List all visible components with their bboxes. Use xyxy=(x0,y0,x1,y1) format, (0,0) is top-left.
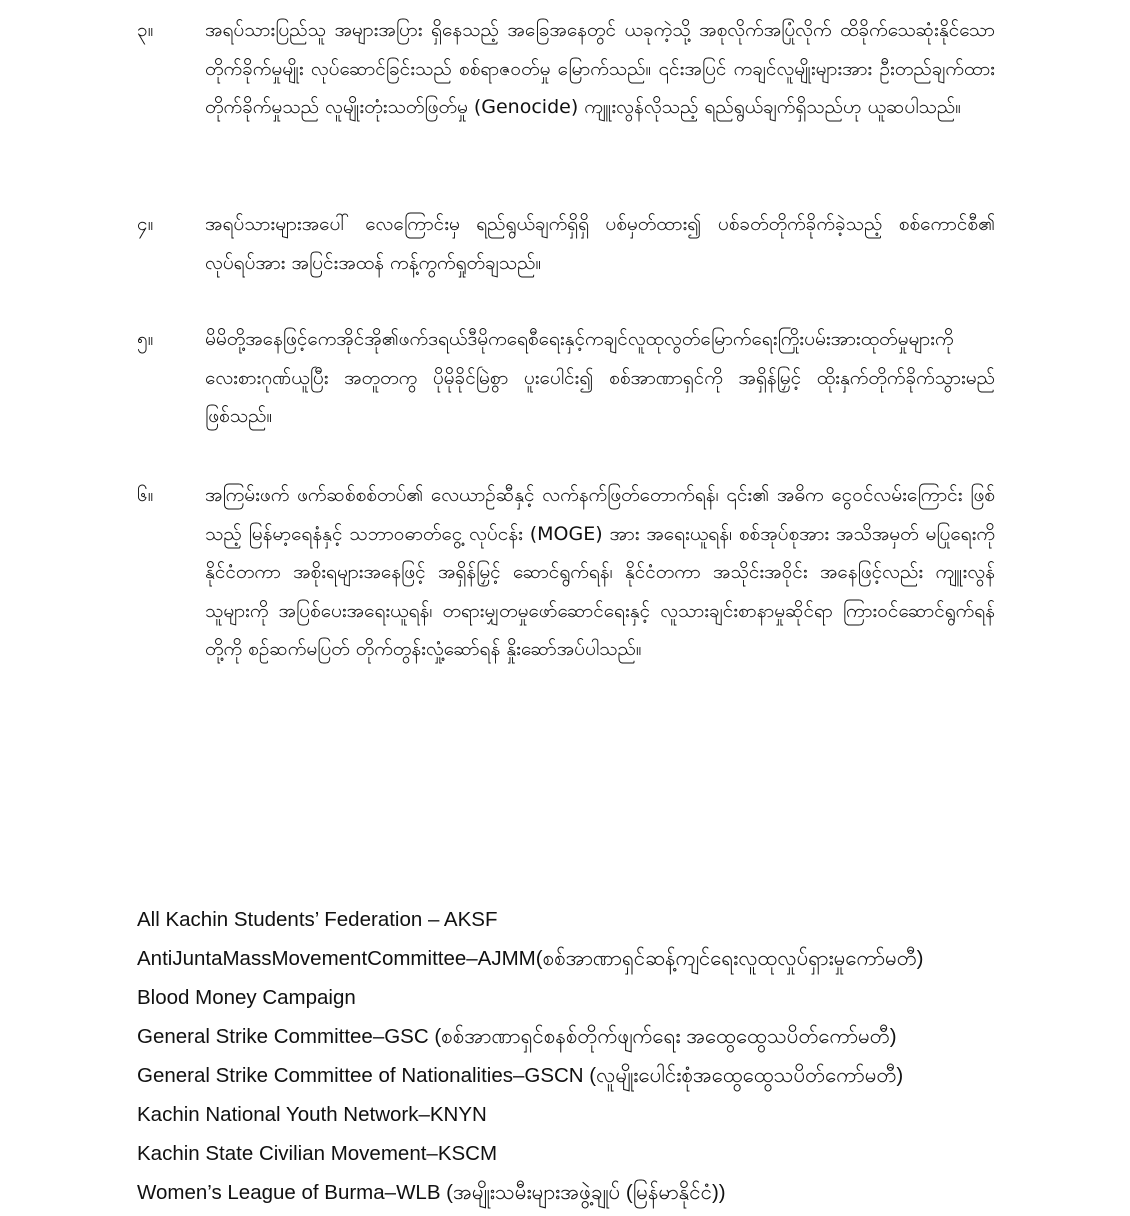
signatory-gsc: General Strike Committee–GSC (စစ်အာဏာရှင်စနစ်တိုက်ဖျက်ရေး အထွေထွေသပိတ်ကော်မတီ) xyxy=(137,1025,897,1048)
signatory-kscm: Kachin State Civilian Movement–KSCM xyxy=(137,1142,498,1165)
paragraph-text: အကြမ်းဖက် ဖက်ဆစ်စစ်တပ်၏ လေယာဉ်ဆီနှင့် လက်နက်ဖြတ်တောက်ရန်၊ ၎င်း၏ အဓိက ငွေဝင်လမ်းကြောင်း ဖြစ်သည့် မြန်မာ့ရေနံနှင့် သဘာဝဓာတ်ငွေ့ လုပ်ငန်း (MOGE) အား အရေးယူရန်၊ စစ်အုပ်စုအား အသိအမှတ် မပြုရေးကို နိုင်ငံတကာ အစိုးရများအနေဖြင့် အရှိန်မြှင့် ဆောင်ရွက်ရန်၊ နိုင်ငံတကာ အသိုင်းအဝိုင်း အနေဖြင့်လည်း ကျူးလွန်သူများကို အပြစ်ပေးအရေးယူရန်၊ တရားမျှတမှုဖော်ဆောင်ရေးနှင့် လူသားချင်းစာနာမှုဆိုင်ရာ ကြားဝင်ဆောင်ရွက်ရန်တို့ကို စဉ်ဆက်မပြတ် တိုက်တွန်းလှုံ့ဆော်ရန် နှိုးဆော်အပ်ပါသည်။ xyxy=(205,484,995,660)
paragraph-text: မိမိတို့အနေဖြင့်ကေအိုင်အို၏ဖက်ဒရယ်ဒီမိုကရေစီရေးနှင့်ကချင်လူထုလွတ်မြောက်ရေးကြိုးပမ်းအားထုတ်မှုများကို လေးစားဂုဏ်ယူပြီး အတူတကွ ပိုမိုခိုင်မြဲစွာ ပူးပေါင်း၍ စစ်အာဏာရှင်ကို အရှိန်မြှင့် ထိုးနှက်တိုက်ခိုက်သွားမည်ဖြစ်သည်။ xyxy=(205,328,995,427)
paragraph-4 xyxy=(137,205,995,282)
signatory-wlb: Women’s League of Burma–WLB (အမျိုးသမီးများအဖွဲ့ချုပ် (မြန်မာနိုင်ငံ)) xyxy=(137,1181,726,1204)
paragraph-text: အရပ်သားများအပေါ် လေကြောင်းမှ ရည်ရွယ်ချက်ရှိရှိ ပစ်မှတ်ထား၍ ပစ်ခတ်တိုက်ခိုက်ခဲ့သည့် စစ်ကောင်စီ၏ လုပ်ရပ်အား အပြင်းအထန် ကန့်ကွက်ရှုတ်ချသည်။ xyxy=(205,213,995,274)
signatory-gscn: General Strike Committee of Nationalities–GSCN (လူမျိုးပေါင်းစုံအထွေထွေသပိတ်ကော်မတီ) xyxy=(137,1064,904,1087)
signatory-knyn: Kachin National Youth Network–KNYN xyxy=(137,1103,487,1126)
paragraph-number: ၆။ xyxy=(137,484,154,506)
paragraph-3 xyxy=(137,11,995,127)
signatory-list xyxy=(137,900,1017,1212)
signatory-ajmm: AntiJuntaMassMovementCommittee–AJMM(စစ်အာဏာရှင်ဆန့်ကျင်ရေးလူထုလှုပ်ရှားမှုကော်မတီ) xyxy=(137,947,924,970)
paragraph-number: ၃။ xyxy=(137,19,154,41)
signatory-blood-money-campaign: Blood Money Campaign xyxy=(137,986,356,1009)
paragraph-text: အရပ်သားပြည်သူ အများအပြား ရှိနေသည့် အခြေအနေတွင် ယခုကဲ့သို့ အစုလိုက်အပြုံလိုက် ထိခိုက်သေဆုံးနိုင်သော တိုက်ခိုက်မှုမျိုး လုပ်ဆောင်ခြင်းသည် စစ်ရာဇဝတ်မှု မြောက်သည်။ ၎င်းအပြင် ကချင်လူမျိုးများအား ဦးတည်ချက်ထားတိုက်ခိုက်မှုသည် လူမျိုးတုံးသတ်ဖြတ်မှု (Genocide) ကျူးလွန်လိုသည့် ရည်ရွယ်ချက်ရှိသည်ဟု ယူဆပါသည်။ xyxy=(205,19,995,118)
paragraph-number: ၅။ xyxy=(137,328,154,350)
paragraph-6 xyxy=(137,476,995,669)
paragraph-number: ၄။ xyxy=(137,213,154,235)
paragraph-5 xyxy=(137,320,995,436)
signatory-aksf: All Kachin Students’ Federation – AKSF xyxy=(137,908,498,931)
